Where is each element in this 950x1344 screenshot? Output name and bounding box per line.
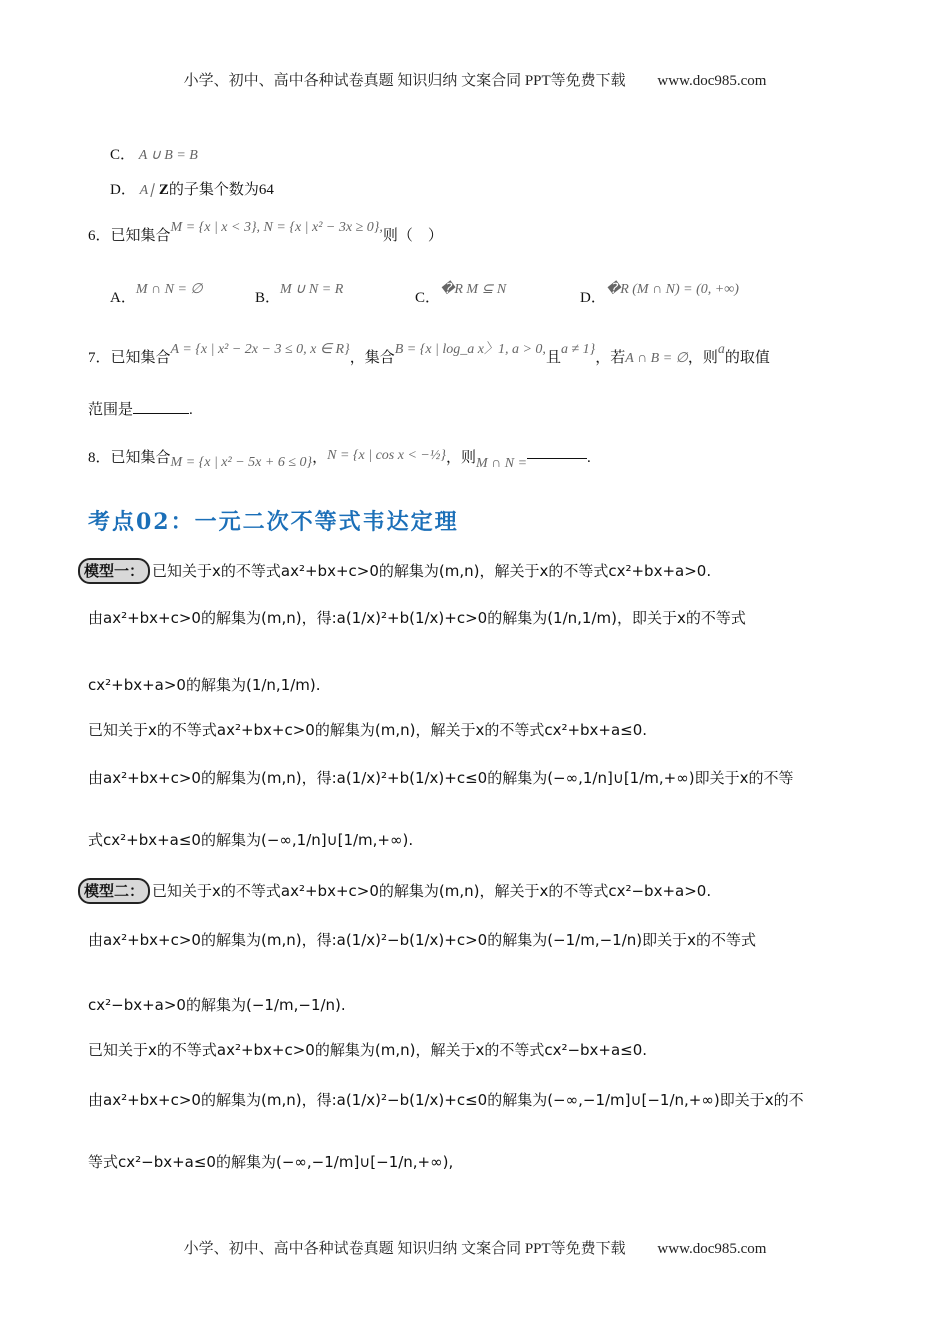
question-text: 范围是 <box>88 402 134 418</box>
option-label: C． <box>110 147 136 163</box>
answer-blank[interactable] <box>133 413 189 414</box>
model2-derivation2 <box>88 1090 804 1111</box>
option-math: �R (M ∩ N) = (0, +∞) <box>605 282 739 297</box>
model1-text: 由ax²+bx+c>0的解集为(m,n)，得:a(1/x)²+b(1/x)+c≤0的解集为(−∞,1/n]∪[1/m,+∞)即关于x的不等 <box>88 769 794 787</box>
set-b-math: B = {x | log_a x〉1, a > 0, <box>394 342 546 357</box>
question-text: 且 <box>545 350 561 366</box>
period: . <box>189 402 193 418</box>
set-m-math: M = {x | x² − 5x + 6 ≤ 0} <box>170 455 313 470</box>
question-number: 6． <box>88 228 111 244</box>
question-8 <box>88 448 591 469</box>
question-text: ，则 <box>687 350 718 366</box>
header-text: 小学、初中、高中各种试卷真题 知识归纳 文案合同 PPT等免费下载 <box>183 73 626 89</box>
model2-badge: 模型二： <box>78 878 150 904</box>
question-6 <box>88 220 443 247</box>
model1-derivation <box>88 608 746 629</box>
page-header <box>0 69 950 90</box>
q6-option-a <box>110 282 255 309</box>
model2-text: 已知关于x的不等式ax²+bx+c>0的解集为(m,n)，解关于x的不等式cx²−bx+a>0. <box>152 882 712 900</box>
q6-option-b <box>255 282 415 309</box>
period: . <box>587 450 591 466</box>
footer-url[interactable]: www.doc985.com <box>657 1241 767 1257</box>
model2-conclusion <box>88 995 346 1016</box>
q6-options <box>110 282 810 309</box>
option-math: M ∪ N = R <box>280 282 344 297</box>
question-text: ，若 <box>595 350 626 366</box>
model2-statement2 <box>88 1040 647 1061</box>
model1-conclusion2 <box>88 830 413 851</box>
option-label: B． <box>255 290 281 306</box>
question-prefix: 已知集合 <box>110 450 171 466</box>
q5-option-d <box>110 180 274 201</box>
header-url[interactable]: www.doc985.com <box>657 73 767 89</box>
model2-statement <box>78 878 711 904</box>
comma: ， <box>312 450 328 466</box>
question-prefix: 已知集合 <box>110 350 171 366</box>
model2-conclusion2 <box>88 1152 453 1173</box>
model1-statement <box>78 558 711 584</box>
answer-math: M ∩ N = <box>475 456 528 471</box>
question-text: ，集合 <box>349 350 395 366</box>
question-suffix: 则（ ） <box>382 228 443 244</box>
question-7-line2 <box>88 400 193 420</box>
question-7 <box>88 342 770 369</box>
model2-text: 等式cx²−bx+a≤0的解集为(−∞,−1/m]∪[−1/n,+∞), <box>88 1153 454 1171</box>
variable-a: a <box>717 342 725 357</box>
model1-derivation2 <box>88 768 793 789</box>
question-prefix: 已知集合 <box>110 228 171 244</box>
section-heading: 考点02：一元二次不等式韦达定理 <box>88 509 459 535</box>
set-n-math: N = {x | cos x < −½} <box>327 448 446 463</box>
model2-text: 已知关于x的不等式ax²+bx+c>0的解集为(m,n)，解关于x的不等式cx²−bx+a≤0. <box>88 1041 648 1059</box>
model1-text: cx²+bx+a>0的解集为(1/n,1/m). <box>88 676 321 694</box>
option-label: D． <box>110 182 136 198</box>
answer-blank[interactable] <box>527 458 587 459</box>
q6-option-c <box>415 282 580 309</box>
q5-option-c <box>110 145 198 166</box>
set-a-math: A = {x | x² − 2x − 3 ≤ 0, x ∈ R} <box>170 342 350 357</box>
model2-derivation <box>88 930 756 951</box>
model1-conclusion <box>88 675 321 696</box>
question-text: 的取值 <box>724 350 770 366</box>
model1-text: 已知关于x的不等式ax²+bx+c>0的解集为(m,n)，解关于x的不等式cx²+bx+a>0. <box>152 562 712 580</box>
model2-text: cx²−bx+a>0的解集为(−1/m,−1/n). <box>88 996 346 1014</box>
option-label: A． <box>110 290 136 306</box>
option-text: 的子集个数为64 <box>168 182 274 198</box>
page-footer <box>0 1237 950 1258</box>
condition-math: A ∩ B = ∅ <box>625 351 688 366</box>
option-label: C． <box>415 290 441 306</box>
model1-statement2 <box>88 720 647 741</box>
integer-set-symbol: Z <box>158 182 169 198</box>
question-number: 7． <box>88 350 111 366</box>
option-math: �R M ⊆ N <box>440 282 507 297</box>
question-math: M = {x | x < 3}, N = {x | x² − 3x ≥ 0}, <box>170 220 383 235</box>
q6-option-d <box>580 282 739 309</box>
model2-text: 由ax²+bx+c>0的解集为(m,n)，得:a(1/x)²−b(1/x)+c>0的解集为(−1/m,−1/n)即关于x的不等式 <box>88 931 756 949</box>
footer-text: 小学、初中、高中各种试卷真题 知识归纳 文案合同 PPT等免费下载 <box>183 1241 626 1257</box>
model1-badge: 模型一： <box>78 558 150 584</box>
question-text: ，则 <box>445 450 476 466</box>
model1-text: 由ax²+bx+c>0的解集为(m,n)，得:a(1/x)²+b(1/x)+c>0的解集为(1/n,1/m)，即关于x的不等式 <box>88 609 746 627</box>
option-math: A∣ <box>139 183 156 198</box>
option-math: A ∪ B = B <box>138 148 198 163</box>
model1-text: 式cx²+bx+a≤0的解集为(−∞,1/n]∪[1/m,+∞). <box>88 831 414 849</box>
option-math: M ∩ N = ∅ <box>135 282 203 297</box>
set-b-math-cont: a ≠ 1} <box>560 342 596 357</box>
question-number: 8． <box>88 450 111 466</box>
model2-text: 由ax²+bx+c>0的解集为(m,n)，得:a(1/x)²−b(1/x)+c≤0的解集为(−∞,−1/m]∪[−1/n,+∞)即关于x的不 <box>88 1091 804 1109</box>
option-label: D． <box>580 290 606 306</box>
model1-text: 已知关于x的不等式ax²+bx+c>0的解集为(m,n)，解关于x的不等式cx²+bx+a≤0. <box>88 721 648 739</box>
